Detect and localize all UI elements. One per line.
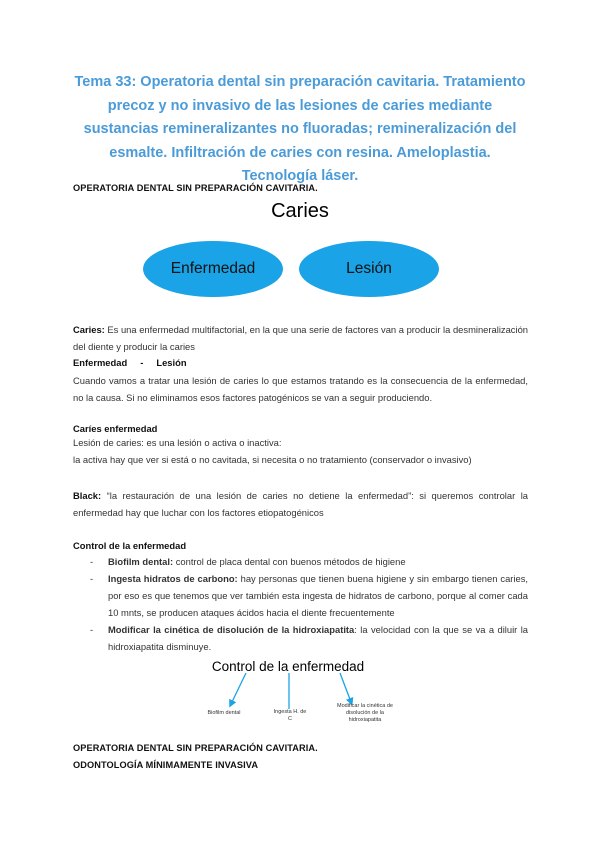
document-title: Tema 33: Operatoria dental sin preparación cavitaria. Tratamiento precoz y no invasivo de las lesiones de caries mediante sustancias remineralizantes no fluoradas; remineralización del esmalte. Infiltración de caries con resina. Ameloplastia. Tecnología láser. — [74, 74, 526, 184]
bullet-dash: - — [90, 556, 94, 567]
black-text: “la restauración de una lesión de caries no detiene la enfermedad”: si queremos controlar la enfermedad hay que luchar con los factores etiopatogénicos — [73, 490, 528, 518]
control-item-text: control de placa dental con buenos métodos de higiene — [173, 556, 406, 567]
caries-enfermedad-heading: Caríes enfermedad — [73, 423, 158, 434]
caries-enfermedad-line1: Lesión de caries: es una lesión o activa o inactiva: — [73, 437, 282, 448]
control-item-label: Modificar la cinética de disolución de la hidroxiapatita — [108, 624, 355, 635]
diagram-control-title: Control de la enfermedad — [211, 659, 365, 674]
control-item-label: Ingesta hidratos de carbono: — [108, 573, 238, 584]
caries-text: Es una enfermedad multifactorial, en la que una serie de factores van a producir la desmineralización del diente y producir la caries — [73, 324, 528, 352]
control-heading: Control de la enfermedad — [73, 540, 187, 551]
ellipse-enfermedad: Enfermedad — [143, 241, 283, 297]
caries-enfermedad-line2: la activa hay que ver si está o no cavitada, si necesita o no tratamiento (conservador o invasivo) — [73, 454, 472, 465]
control-item-text: : la velocidad con la que se va a diluir la hidroxiapatita disminuye. — [108, 624, 528, 652]
control-item-label: Biofilm dental: — [108, 556, 174, 567]
diagram-label-cinetica: Modificar la cinética de disolución de la hidroxiapatita — [337, 703, 393, 723]
bullet-dash: - — [90, 624, 94, 635]
enfermedad-lesion-text: Cuando vamos a tratar una lesión de caries lo que estamos tratando es la consecuencia de la enfermedad, no la causa. Si no eliminamos esos factores patogénicos se van a seguir produciendo. — [73, 375, 528, 403]
section-subheading: ODONTOLOGÍA MÍNIMAMENTE INVASIVA — [73, 760, 259, 770]
diagram-caries-title: Caries — [271, 200, 329, 222]
enfermedad-lesion-heading: Enfermedad - Lesión — [73, 357, 187, 368]
section-heading-2: OPERATORIA DENTAL SIN PREPARACIÓN CAVITARIA. — [73, 743, 318, 753]
diagram-label-ingesta: Ingesta H. de C — [273, 709, 307, 722]
ellipse-lesion: Lesión — [299, 241, 439, 297]
caries-label: Caries: — [73, 324, 105, 335]
section-heading: OPERATORIA DENTAL SIN PREPARACIÓN CAVITARIA. — [73, 183, 318, 193]
arrow-cinetica — [340, 673, 351, 702]
arrow-biofilm — [231, 673, 246, 704]
control-item-text: hay personas que tienen buena higiene y sin embargo tienen caries, por eso es que tenemos que ver también esta ingesta de hidratos de carbono, porque al comer cada 10 mnts, se producen ataques ácidos hacia el diente frecuentemente — [108, 573, 528, 618]
black-label: Black: — [73, 490, 102, 501]
diagram-label-biofilm: Biofilm dental — [207, 710, 241, 716]
bullet-dash: - — [90, 573, 94, 584]
